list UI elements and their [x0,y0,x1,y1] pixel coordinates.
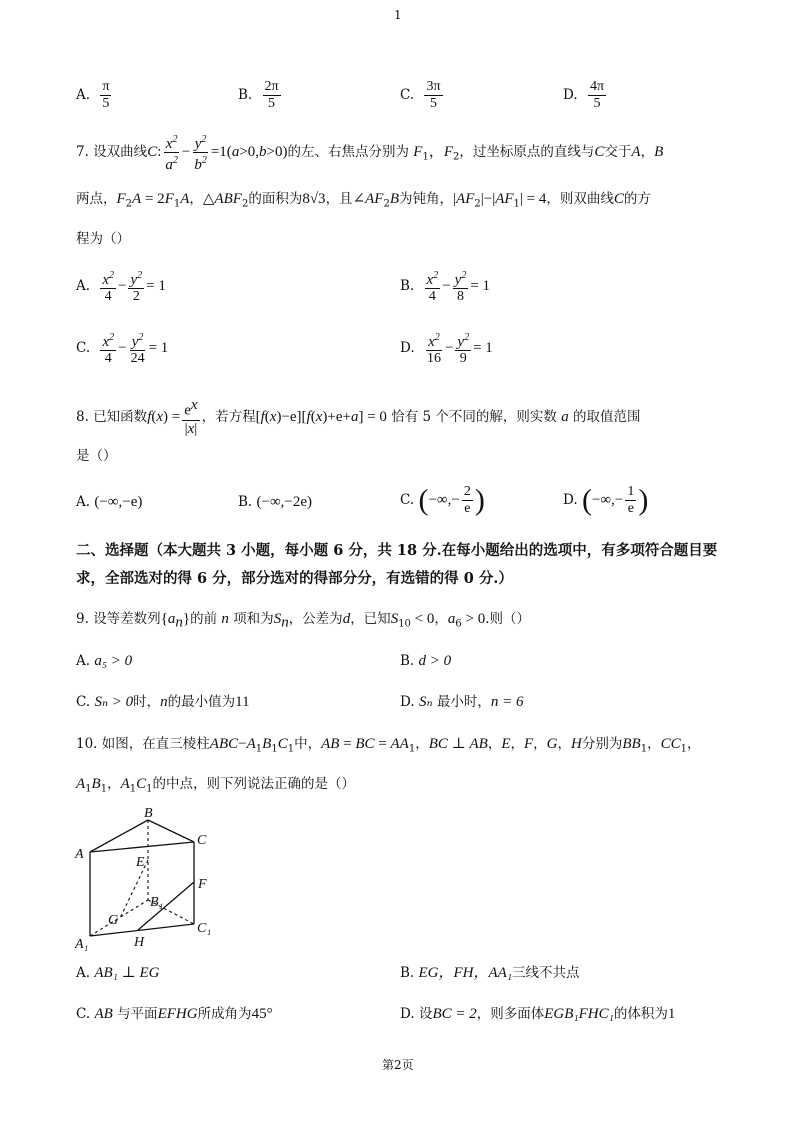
q10-option-b: B. EG，FH，AA₁三线不共点 [400,965,580,981]
q6-option-b: B. $\frac{2\pi}{5}$ [238,79,279,111]
q8-line-1: 8. 已知函数f(x) = $\frac{e^x}{|x|}$ ，若方程[f(x)−e][f(x)+e+a] = 0 恰有 5 个不同的解，则实数 a 的取值范围 [76,397,641,437]
q9-option-d: D. Sₙ 最小时，n = 6 [400,694,524,710]
q10-line-2: $A_1B_1$，$A_1C_1$的中点，则下列说法正确的是（） [76,776,356,795]
label-e: E [136,855,145,870]
label-b: B [144,806,153,821]
q10-option-a: A. AB₁ ⊥ EG [76,965,160,981]
q9-line-1: 9. 设等差数列$\{a_n\}$的前 n 项和为$S_n$，公差为d，已知$S_{10} < 0$，$a_6 > 0$.则（） [76,611,531,631]
q9-option-a: A. a₅ > 0 [76,653,133,669]
q7-option-b: B. $\frac{x^2}{4}$ − $\frac{y^2}{8}$ = 1 [400,270,491,304]
q8-option-b: B. (−∞,−2e) [238,494,313,510]
q10-line-1: 10. 如图，在直三棱柱$ABC-A_1B_1C_1$中，AB = BC = $AA_1$，BC ⊥ AB，E，F，G，H分别为$BB_1$，$CC_1$， [76,736,701,755]
q8-line-2: 是（） [76,448,117,464]
q8-option-a: A. (−∞,−e) [76,494,143,510]
q10-option-c: C. AB 与平面EFHG所成角为45° [76,1006,273,1022]
segment-fh [138,882,194,930]
q7-option-a: A. $\frac{x^2}{4}$ − $\frac{y^2}{2}$ = 1 [76,270,166,304]
q7-option-c: C. $\frac{x^2}{4}$ − $\frac{y^2}{24}$ = 1 [76,332,169,366]
q6-option-a: A. $\frac{\pi}{5}$ [76,79,110,111]
q6-option-d: D. $\frac{4\pi}{5}$ [563,79,605,111]
section-2-heading: 二、选择题（本大题共 3 小题，每小题 6 分，共 18 分.在每小题给出的选项中，有多项符合题目要求，全部选对的得 6 分，部分选对的得部分分，有选错的得 0 分.） [76,542,718,587]
label-c: C [197,833,207,848]
label-a: A [75,847,84,862]
label-b1: B₁ [150,895,164,910]
q9-option-c: C. Sₙ > 0时，n的最小值为11 [76,694,250,710]
q8-option-c: C. (−∞,− $\frac{2}{e}$ ) [400,483,485,517]
q7-option-d: D. $\frac{x^2}{16}$ − $\frac{y^2}{9}$ = 1 [400,332,493,366]
q7-line-3: 程为（） [76,231,130,247]
q9-option-b: B. d > 0 [400,653,452,669]
q8-option-d: D. (−∞,− $\frac{1}{e}$ ) [563,483,649,517]
q6-option-c: C. $\frac{3\pi}{5}$ [400,79,441,111]
q7-line-2: 两点，$F_2A = 2F_1A$，$\triangle ABF_2$的面积为8√3，且$\angle AF_2B$为钝角，$|AF_2|-|AF_1| = 4$，则双曲线C的方 [76,191,651,210]
q10-prism-figure [72,800,222,960]
label-a1: A₁ [75,937,89,952]
label-h: H [134,935,145,950]
label-f: F [198,877,207,892]
label-c1: C₁ [197,921,212,936]
edge-bc [148,820,194,842]
q7-line-1: 7. 设双曲线C: $\frac{x^2}{a^2}$ − $\frac{y^2}{b^2}$ =1(a>0,b>0)的左、右焦点分别为 $F_1$，$F_2$，过坐标原点的直线与C交于A，B [76,134,664,173]
label-g: G [108,913,119,928]
page-footer: 第2页 [382,1058,414,1072]
q10-option-d: D. 设BC = 2，则多面体EGB₁FHC₁的体积为1 [400,1006,676,1022]
page-top-number: 1 [394,8,402,22]
